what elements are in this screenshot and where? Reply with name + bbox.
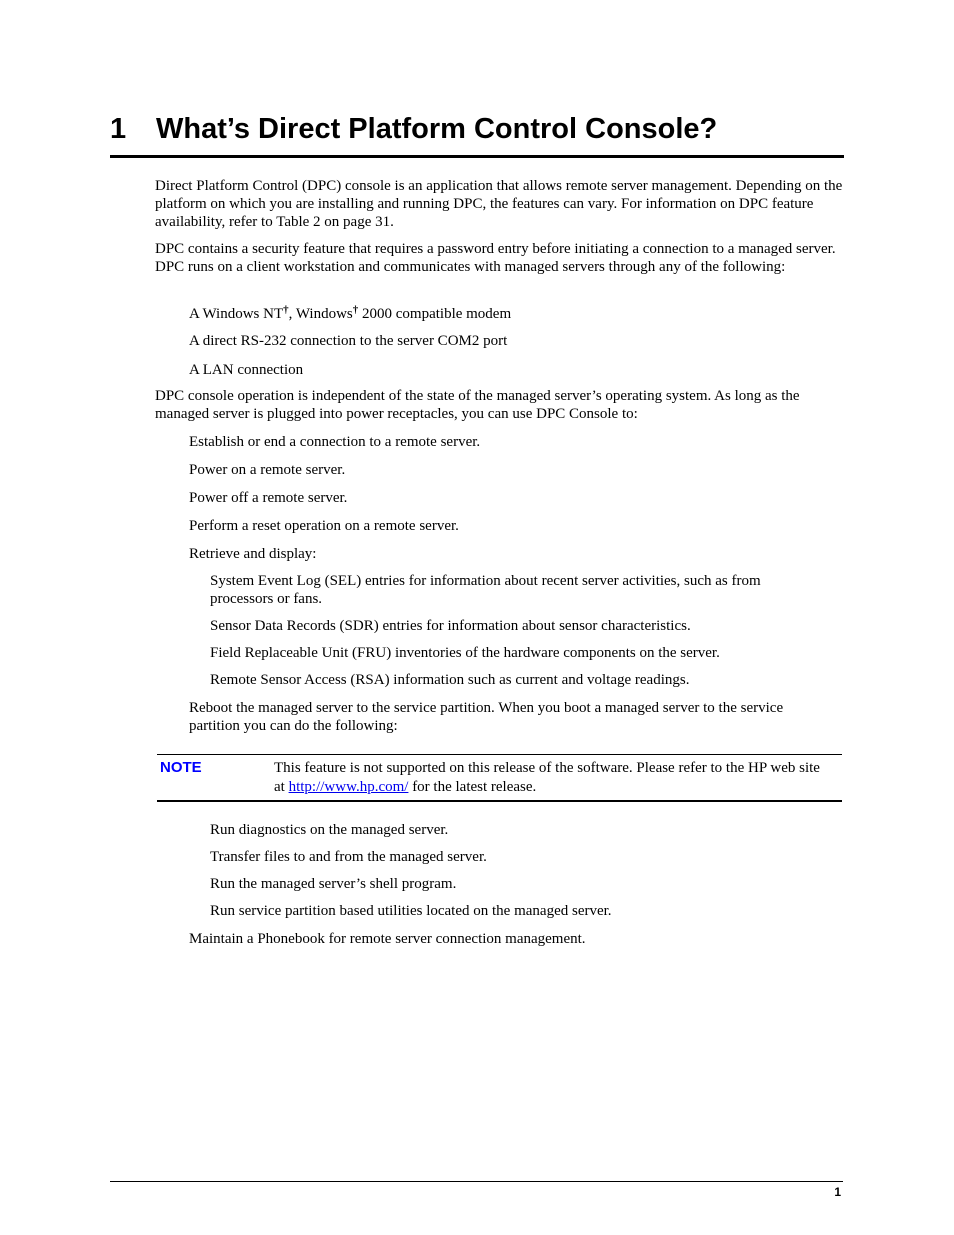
hp-website-link[interactable]: http://www.hp.com/	[288, 779, 409, 795]
sublist-item: Run the managed server’s shell program.	[210, 876, 457, 892]
note-bottom-rule	[157, 800, 842, 802]
list-item: Power on a remote server.	[189, 462, 346, 478]
dagger-mark: †	[283, 304, 289, 316]
sublist-item: System Event Log (SEL) entries for information about recent server activities, such as from processors or fans.	[210, 573, 761, 607]
footer-rule	[110, 1181, 843, 1182]
dagger-mark: †	[352, 304, 359, 316]
list-item-modem: A Windows NT†, Windows† 2000 compatible modem	[189, 304, 512, 322]
list-item: Perform a reset operation on a remote server.	[189, 518, 459, 534]
list-item: Retrieve and display:	[189, 546, 317, 562]
list-item: Power off a remote server.	[189, 490, 348, 506]
heading-rule	[110, 155, 844, 158]
sublist-item: Remote Sensor Access (RSA) information such as current and voltage readings.	[210, 672, 690, 688]
operation-paragraph: DPC console operation is independent of the state of the managed server’s operating system. As long as the managed server is plugged into power receptacles, you can use DPC Console to:	[155, 388, 800, 422]
list-item-rs232: A direct RS-232 connection to the server COM2 port	[189, 333, 508, 349]
intro-paragraph-1: Direct Platform Control (DPC) console is an application that allows remote server management. Depending on the platform on which you are installing and running DPC, the features can vary. For information on DPC feature availability, refer to Table 2 on page 31.	[155, 178, 843, 230]
list-item: Establish or end a connection to a remote server.	[189, 434, 481, 450]
sublist-item: Sensor Data Records (SDR) entries for information about sensor characteristics.	[210, 618, 691, 634]
sublist-item: Field Replaceable Unit (FRU) inventories of the hardware components on the server.	[210, 645, 720, 661]
list-item-reboot: Reboot the managed server to the service partition. When you boot a managed server to the service partition you can do the following:	[189, 700, 784, 734]
list-item-phonebook: Maintain a Phonebook for remote server connection management.	[189, 931, 586, 947]
note-text: This feature is not supported on this release of the software. Please refer to the HP web site at http://www.hp.com/ for the latest release.	[274, 760, 820, 795]
sublist-item: Transfer files to and from the managed server.	[210, 849, 487, 865]
page-number: 1	[834, 1185, 841, 1199]
intro-paragraph-2: DPC contains a security feature that requires a password entry before initiating a connection to a managed server. DPC runs on a client workstation and communicates with managed servers through any of the following:	[155, 241, 836, 275]
sublist-item: Run service partition based utilities located on the managed server.	[210, 903, 612, 919]
note-label: NOTE	[160, 759, 202, 776]
list-item-lan: A LAN connection	[189, 362, 304, 378]
chapter-title: What’s Direct Platform Control Console?	[156, 113, 718, 145]
chapter-number: 1	[110, 113, 127, 145]
note-top-rule	[157, 754, 842, 755]
sublist-item: Run diagnostics on the managed server.	[210, 822, 449, 838]
